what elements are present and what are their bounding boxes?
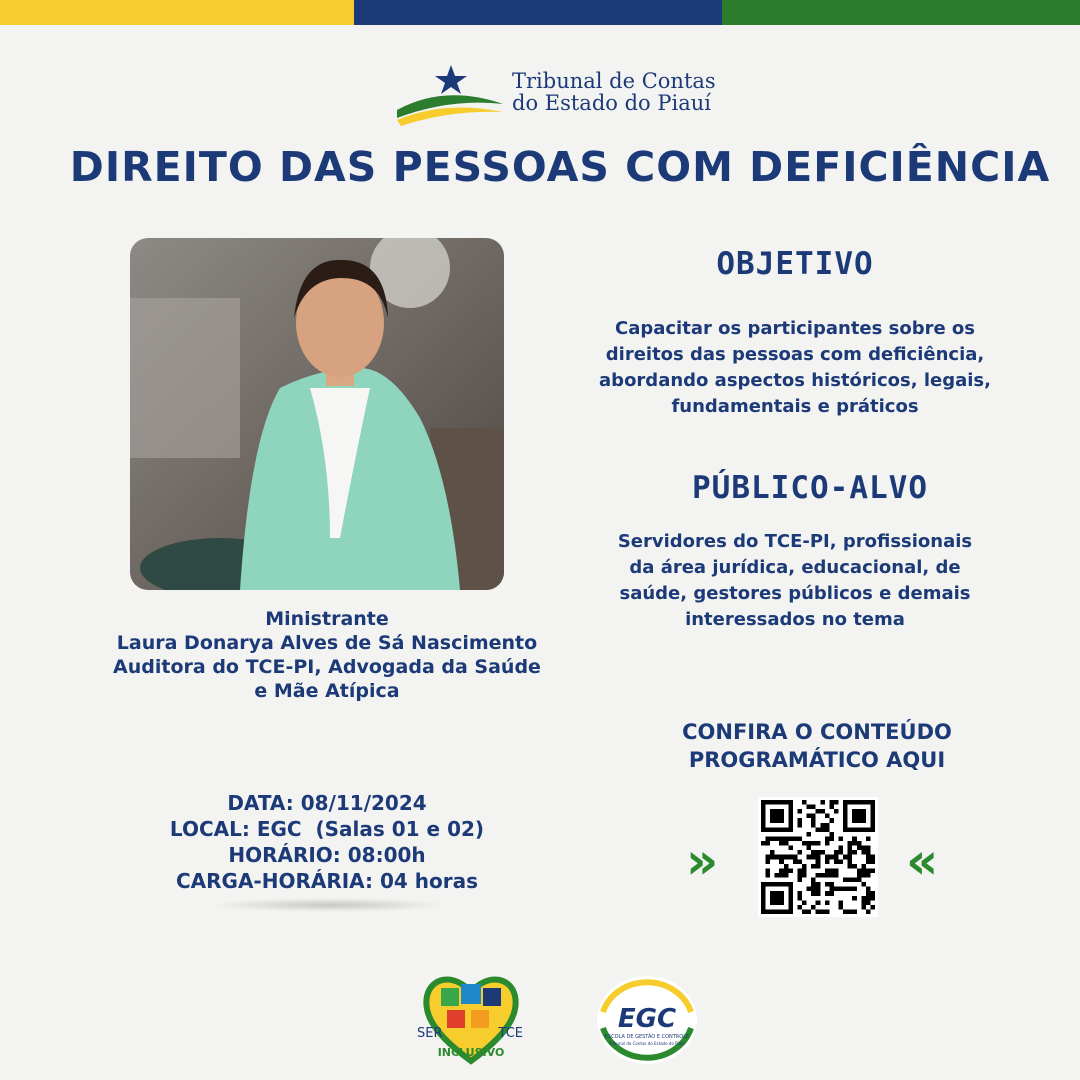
top-bar-green bbox=[722, 0, 1080, 25]
publico-heading: PÚBLICO-ALVO bbox=[692, 470, 928, 506]
egc-subtitle2: Tribunal de Contas do Estado do Piauí bbox=[609, 1041, 685, 1046]
event-date: DATA: 08/11/2024 bbox=[227, 791, 427, 815]
egc-logo bbox=[593, 972, 701, 1068]
speaker-desc-line1: Auditora do TCE-PI, Advogada da Saúde bbox=[113, 656, 541, 678]
ser-bottom-text: INCLUSIVO bbox=[437, 1046, 505, 1059]
decorative-shadow bbox=[210, 898, 450, 912]
objetivo-heading: OBJETIVO bbox=[716, 246, 874, 282]
speaker-desc-line2: e Mãe Atípica bbox=[254, 680, 400, 702]
speaker-role: Ministrante bbox=[265, 608, 389, 630]
speaker-name: Laura Donarya Alves de Sá Nascimento bbox=[116, 632, 538, 654]
egc-subtitle: ESCOLA DE GESTÃO E CONTROLE bbox=[604, 1034, 690, 1040]
qr-code[interactable] bbox=[758, 797, 878, 917]
publico-text bbox=[560, 529, 1030, 633]
top-color-bar bbox=[0, 0, 1080, 25]
ser-tce-inclusivo-logo bbox=[417, 966, 525, 1076]
publico-line: Servidores do TCE-PI, profissionais bbox=[617, 531, 973, 552]
cta-line1: CONFIRA O CONTEÚDO bbox=[682, 720, 952, 744]
programmatic-content-cta bbox=[600, 718, 1034, 774]
star-swoosh-icon bbox=[395, 62, 510, 128]
org-name-line2: do Estado do Piauí bbox=[512, 91, 711, 115]
publico-line: da área jurídica, educacional, de bbox=[629, 557, 961, 578]
objetivo-line: Capacitar os participantes sobre os bbox=[614, 318, 976, 339]
publico-line: saúde, gestores públicos e demais bbox=[619, 583, 971, 604]
event-time: HORÁRIO: 08:00h bbox=[228, 843, 426, 867]
cta-line2: PROGRAMÁTICO AQUI bbox=[688, 748, 946, 772]
egc-text: EGC bbox=[617, 1004, 677, 1034]
speaker-info bbox=[80, 607, 574, 703]
ser-right-text: TCE bbox=[498, 1026, 523, 1041]
event-local: LOCAL: EGC (Salas 01 e 02) bbox=[169, 817, 485, 841]
top-bar-blue bbox=[354, 0, 722, 25]
chevron-right-icon: » bbox=[686, 832, 719, 890]
top-bar-yellow bbox=[0, 0, 354, 25]
objetivo-line: abordando aspectos históricos, legais, bbox=[599, 370, 991, 391]
chevron-left-icon: « bbox=[906, 832, 939, 890]
speaker-photo bbox=[130, 238, 504, 590]
objetivo-line: fundamentais e práticos bbox=[671, 396, 919, 417]
objetivo-text bbox=[560, 316, 1030, 420]
org-name-line1: Tribunal de Contas bbox=[512, 69, 716, 93]
ser-left-text: SER bbox=[417, 1026, 443, 1041]
publico-line: interessados no tema bbox=[685, 609, 905, 630]
qr-code-icon bbox=[761, 800, 875, 914]
heart-inclusion-icon bbox=[417, 966, 525, 1076]
page-title: DIREITO DAS PESSOAS COM DEFICIÊNCIA bbox=[69, 143, 1051, 191]
tce-pi-logo bbox=[395, 62, 725, 130]
objetivo-line: direitos das pessoas com deficiência, bbox=[605, 344, 985, 365]
event-details bbox=[120, 790, 534, 894]
event-workload: CARGA-HORÁRIA: 04 horas bbox=[175, 869, 479, 893]
